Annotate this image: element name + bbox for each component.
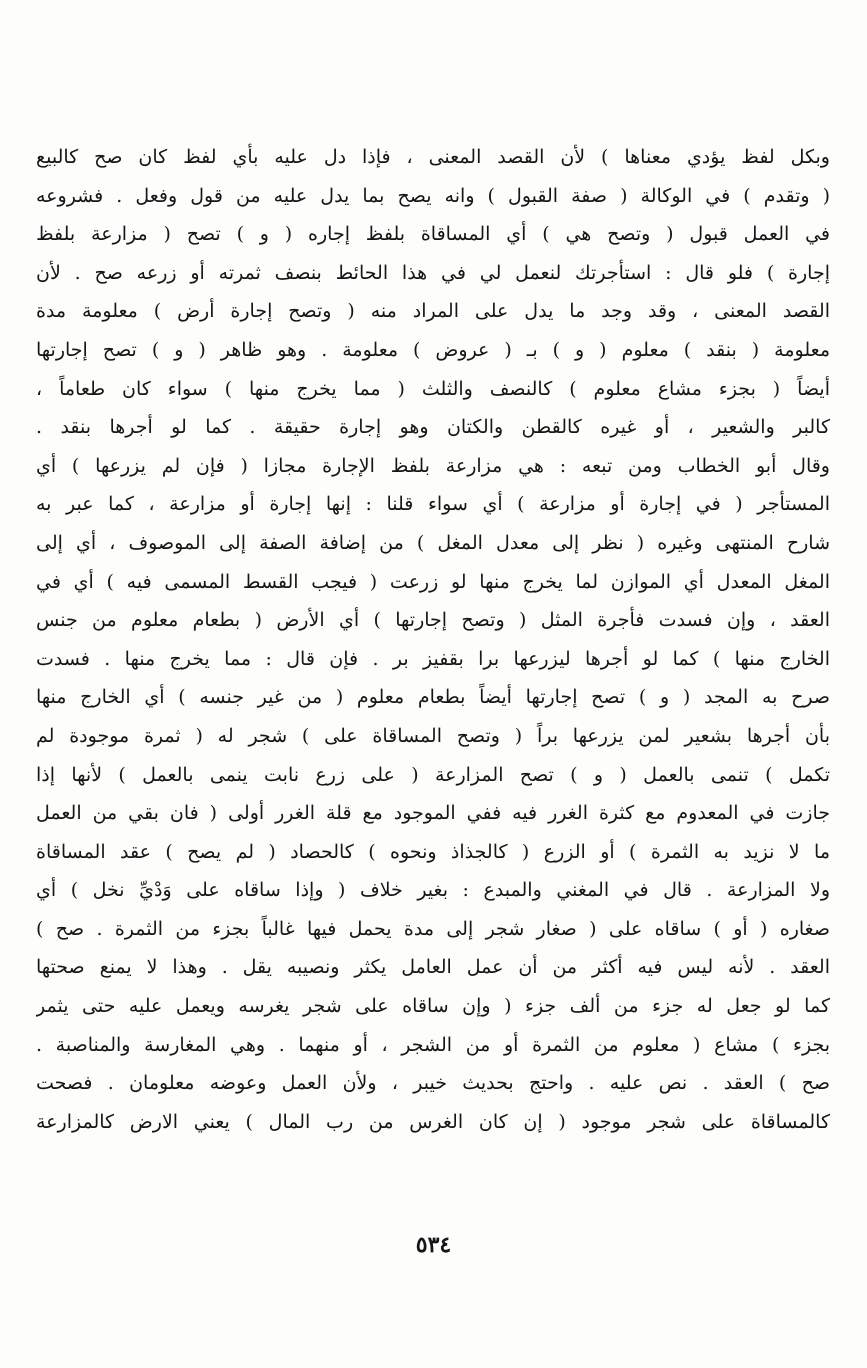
- text-line: القصد المعنى ، وقد وجد ما يدل على المراد منه ( وتصح إجارة أرض ) معلومة مدة: [36, 300, 830, 323]
- text-line: العقد ، وإن فسدت فأجرة المثل ( وتصح إجارتها ) أي الأرض ( بطعام معلوم من جنس: [36, 609, 830, 632]
- text-line: معلومة ( بنقد ) معلوم ( و ) بـ ( عروض ) معلومة . وهو ظاهر ( و ) تصح إجارتها: [36, 338, 830, 361]
- text-line: المستأجر ( في إجارة أو مزارعة ) أي سواء قلنا : إنها إجارة أو مزارعة ، كما عبر به: [36, 493, 830, 516]
- text-line: صغاره ( أو ) ساقاه على ( صغار شجر إلى مدة يحمل فيها غالباً بجزء من الثمرة . صح ): [36, 917, 830, 940]
- text-line: وبكل لفظ يؤدي معناها ) لأن القصد المعنى ، فإذا دل عليه بأي لفظ كان صح كالبيع: [36, 146, 830, 168]
- text-line: بجزء ) مشاع ( معلوم من الثمرة أو من الشجر ، أو منهما . وهي المغارسة والمناصبة .: [36, 1033, 830, 1056]
- body-text: [36, 138, 830, 1141]
- text-line: جازت في المعدوم مع كثرة الغرر فيه ففي الموجود مع قلة الغرر أولى ( فان بقي من العمل: [36, 802, 830, 825]
- text-line: وقال أبو الخطاب ومن تبعه : هي مزارعة بلفظ الإجارة مجازا ( فإن لم يزرعها ) أي: [36, 454, 830, 477]
- text-line: إجارة ) فلو قال : استأجرتك لنعمل لي في هذا الحائط بنصف ثمرته أو زرعه صح . لأن: [36, 261, 830, 284]
- text-line: بأن أجرها بشعير لمن يزرعها براً ( وتصح المساقاة على ) شجر له ( ثمرة موجودة لم: [36, 724, 830, 747]
- text-line: الخارج منها ) كما لو أجرها ليزرعها برا بقفيز بر . فإن قال : مما يخرج منها . فسدت: [36, 647, 830, 670]
- text-line: ولا المزارعة . قال في المغني والمبدع : بغير خلاف ( وإذا ساقاه على وَدْيِّ نخل ) أي: [36, 879, 830, 902]
- text-line: تكمل ) تنمى بالعمل ( و ) تصح المزارعة ( على زرع نابت ينمى بالعمل ) لأنها إذا: [36, 763, 830, 786]
- text-line: صح ) العقد . نص عليه . واحتج بحديث خيبر ، ولأن العمل وعوضه معلومان . فصحت: [36, 1072, 830, 1095]
- text-line: كالمساقاة على شجر موجود ( إن كان الغرس من رب المال ) يعني الارض كالمزارعة: [36, 1110, 830, 1133]
- text-line: ما لا نزيد به الثمرة ) أو الزرع ( كالجذاذ ونحوه ) كالحصاد ( لم يصح ) عقد المساقاة: [36, 840, 830, 863]
- text-line: ( وتقدم ) في الوكالة ( صفة القبول ) وانه يصح بما يدل عليه من قول وفعل . فشروعه: [36, 184, 830, 207]
- text-line: العقد . لأنه ليس فيه أكثر من أن عمل العامل يكثر ونصيبه يقل . وهذا لا يمنع صحتها: [36, 956, 830, 979]
- text-line: المغل المعدل أي الموازن لما يخرج منها لو زرعت ( فيجب القسط المسمى فيه ) أي في: [36, 570, 830, 593]
- text-line: شارح المنتهى وغيره ( نظر إلى معدل المغل ) من إضافة الصفة إلى الموصوف ، أي إلى: [36, 531, 830, 554]
- text-line: في العمل قبول ( وتصح هي ) أي المساقاة بلفظ إجاره ( و ) تصح ( مزارعة بلفظ: [36, 223, 830, 246]
- text-line: كما لو جعل له جزء من ألف جزء ( وإن ساقاه على شجر يغرسه ويعمل عليه حتى يثمر: [36, 995, 830, 1018]
- text-line: كالبر والشعير ، أو غيره كالقطن والكتان وهو إجارة حقيقة . كما لو أجرها بنقد .: [36, 416, 830, 439]
- page-number: ٥٣٤: [415, 1232, 452, 1258]
- text-line: أيضاً ( بجزء مشاع معلوم ) كالنصف والثلث ( مما يخرج منها ) سواء كان طعاماً ،: [36, 377, 830, 400]
- text-line: صرح به المجد ( و ) تصح إجارتها أيضاً بطعام معلوم ( من غير جنسه ) أي الخارج منها: [36, 686, 830, 709]
